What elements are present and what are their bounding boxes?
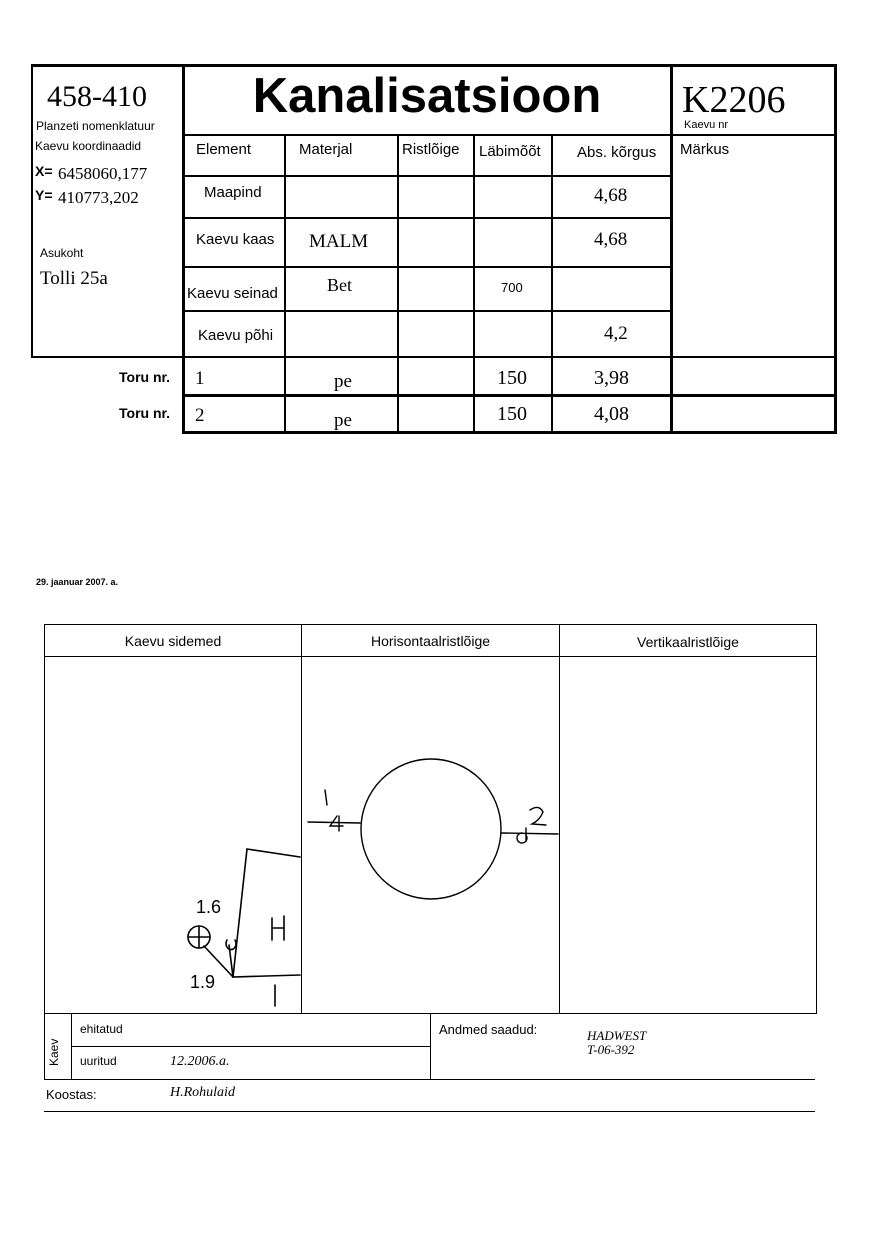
source-line-2: T-06-392 [587, 1042, 635, 1057]
row-element: Kaevu põhi [198, 327, 274, 344]
surveyed-label: uuritud [80, 1054, 117, 1068]
pipe-material: pe [334, 371, 352, 392]
address-value: Tolli 25a [40, 268, 108, 289]
pipe-label: Toru nr. [119, 405, 171, 421]
sketch-header-connections: Kaevu sidemed [124, 633, 222, 649]
address-label: Asukoht [40, 246, 84, 260]
pipe-material: pe [334, 410, 352, 431]
column-header-material: Materjal [299, 141, 353, 158]
pipe-elevation: 4,08 [594, 403, 629, 425]
row-element: Kaevu kaas [196, 231, 275, 248]
row-diameter: 700 [501, 280, 523, 295]
row-element: Kaevu seinad [187, 285, 278, 302]
horizontal-sketch [308, 759, 558, 899]
column-header-notes: Märkus [680, 141, 730, 158]
compiled-label: Koostas: [46, 1087, 97, 1102]
side-label: Kaev [47, 1038, 61, 1066]
row-elevation: 4,68 [594, 185, 628, 206]
well-number: K2206 [682, 79, 786, 121]
sketch-header-horizontal: Horisontaalristlõige [370, 633, 491, 649]
compiled-value: H.Rohulaid [170, 1085, 235, 1100]
pipe-label: Toru nr. [119, 369, 171, 385]
sketch-mark: 1.6 [196, 897, 222, 917]
page-title: Kanalisatsioon [252, 69, 602, 123]
source-label: Andmed saadud: [439, 1022, 538, 1037]
column-header-diameter: Läbimõõt [479, 143, 541, 160]
row-element: Maapind [204, 184, 262, 201]
x-label: X= [35, 163, 53, 179]
row-elevation: 4,2 [604, 323, 628, 344]
built-label: ehitatud [80, 1022, 123, 1036]
column-header-elevation: Abs. kõrgus [577, 144, 657, 161]
document-date: 29. jaanuar 2007. a. [36, 577, 119, 587]
y-coordinate: 410773,202 [58, 188, 139, 207]
pipe-number: 1 [195, 368, 205, 389]
coords-label: Kaevu koordinaadid [35, 139, 142, 153]
pipe-elevation: 3,98 [594, 367, 629, 389]
nomenclature-value: 458-410 [47, 80, 147, 113]
sketch-header-vertical: Vertikaalristlõige [637, 634, 739, 650]
row-material: Bet [327, 275, 352, 295]
y-label: Y= [35, 187, 53, 203]
row-elevation: 4,68 [594, 229, 628, 250]
x-coordinate: 6458060,177 [58, 164, 148, 183]
row-material: MALM [309, 231, 369, 252]
source-line-1: HADWEST [587, 1028, 647, 1043]
pipe-number: 2 [195, 405, 205, 426]
pipe-diameter: 150 [497, 367, 527, 389]
well-number-label: Kaevu nr [684, 119, 729, 131]
column-header-cross-section: Ristlõige [402, 141, 460, 158]
surveyed-value: 12.2006.a. [170, 1054, 230, 1069]
pipe-diameter: 150 [497, 403, 527, 425]
nomenclature-label: Planzeti nomenklatuur [36, 119, 155, 133]
column-header-element: Element [196, 141, 252, 158]
sketch-mark: 1.9 [190, 972, 216, 992]
